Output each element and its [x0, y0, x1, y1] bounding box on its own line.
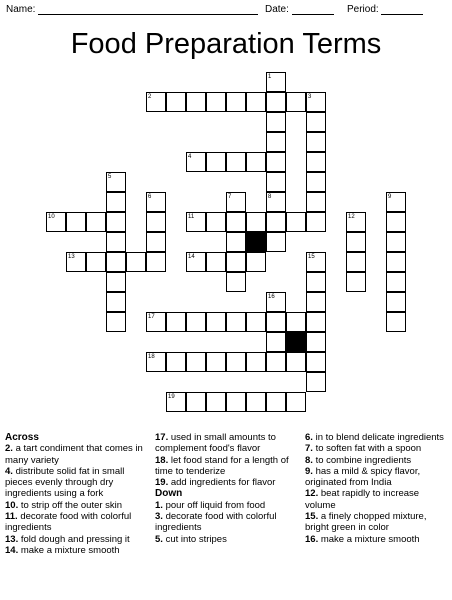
clue-number-label: 6.: [305, 432, 313, 443]
crossword-cell[interactable]: [306, 192, 326, 212]
clue-number-label: 10.: [5, 499, 19, 511]
crossword-cell[interactable]: [286, 92, 306, 112]
clue-number-label: 5.: [155, 533, 163, 545]
crossword-cell[interactable]: [106, 292, 126, 312]
crossword-cell[interactable]: [206, 312, 226, 332]
crossword-cell[interactable]: [306, 312, 326, 332]
crossword-cell[interactable]: [86, 212, 106, 232]
clue-text: a finely chopped mixture, bright green in color: [305, 511, 427, 534]
crossword-cell[interactable]: [266, 312, 286, 332]
clue-number-label: 1.: [155, 499, 163, 511]
crossword-cell[interactable]: [306, 372, 326, 392]
clue-number: 1: [268, 74, 272, 80]
clue-text: decorate food with colorful ingredients: [155, 511, 277, 534]
clue-item: [5, 545, 148, 556]
clues-column-3: [305, 432, 450, 545]
crossword-cell[interactable]: [226, 212, 246, 232]
clue-number: 14: [188, 254, 195, 260]
down-heading: Down: [155, 488, 183, 500]
crossword-cell[interactable]: [246, 92, 266, 112]
clue-item: [155, 534, 300, 545]
crossword-cell[interactable]: [106, 252, 126, 272]
clue-number: 18: [148, 354, 155, 360]
clue-text: cut into stripes: [162, 533, 227, 545]
clue-item: [305, 488, 450, 511]
clue-text: pour off liquid from food: [162, 499, 266, 511]
clue-number-label: 13.: [5, 533, 19, 545]
crossword-cell[interactable]: [106, 212, 126, 232]
clue-number: 4: [188, 154, 192, 160]
crossword-cell[interactable]: [146, 232, 166, 252]
clue-number-label: 18.: [155, 454, 169, 466]
crossword-cell[interactable]: [306, 332, 326, 352]
crossword-cell[interactable]: [186, 352, 206, 372]
clue-item: [5, 511, 148, 534]
clue-item: [305, 511, 450, 534]
clue-text: has a mild & spicy flavor, originated from India: [305, 465, 421, 489]
crossword-cell[interactable]: [246, 152, 266, 172]
clue-number: 19: [168, 394, 175, 400]
clue-item: [155, 455, 300, 478]
crossword-cell[interactable]: [386, 232, 406, 252]
crossword-cell[interactable]: [166, 312, 186, 332]
clue-item: [5, 534, 148, 545]
clue-number: 10: [48, 214, 55, 220]
crossword-cell[interactable]: [386, 292, 406, 312]
crossword-cell[interactable]: [226, 272, 246, 292]
clue-text: to soften fat with a spoon: [312, 443, 422, 455]
crossword-cell[interactable]: [346, 252, 366, 272]
clue-number: 6: [148, 194, 152, 200]
crossword-cell[interactable]: [386, 272, 406, 292]
clue-item: [305, 455, 450, 466]
crossword-cell[interactable]: [246, 312, 266, 332]
clue-number: 3: [308, 94, 312, 100]
clue-text: in to blend delicate ingredients: [312, 432, 444, 443]
clue-text: add ingredients for flavor: [168, 477, 276, 489]
clue-item: [305, 443, 450, 454]
clue-number-label: 15.: [305, 511, 319, 523]
clue-text: a tart condiment that comes in many variety: [5, 443, 143, 466]
across-heading: Across: [5, 432, 39, 443]
clue-text: fold dough and pressing it: [18, 533, 130, 545]
crossword-cell[interactable]: [186, 92, 206, 112]
crossword-cell[interactable]: [206, 392, 226, 412]
crossword-cell[interactable]: [106, 272, 126, 292]
crossword-cell[interactable]: [226, 312, 246, 332]
crossword-cell[interactable]: [266, 132, 286, 152]
crossword-cell[interactable]: [266, 212, 286, 232]
clue-item: [5, 466, 148, 500]
crossword-cell[interactable]: [306, 152, 326, 172]
clue-item: [155, 477, 300, 488]
crossword-cell[interactable]: [226, 92, 246, 112]
clue-number-label: 2.: [5, 443, 13, 455]
clue-number-label: 16.: [305, 533, 319, 545]
crossword-cell[interactable]: [66, 212, 86, 232]
clue-number: 12: [348, 214, 355, 220]
clue-item: [155, 432, 300, 455]
clue-text: make a mixture smooth: [18, 544, 120, 556]
crossword-cell[interactable]: [246, 392, 266, 412]
clue-item: [305, 466, 450, 489]
crossword-cell[interactable]: [166, 352, 186, 372]
crossword-cell[interactable]: [286, 392, 306, 412]
crossword-cell[interactable]: [186, 392, 206, 412]
clue-number: 16: [268, 294, 275, 300]
crossword-cell[interactable]: [266, 352, 286, 372]
clue-item: [305, 432, 450, 443]
clue-item: [305, 534, 450, 545]
crossword-cell[interactable]: [286, 312, 306, 332]
clue-number: 9: [388, 194, 392, 200]
crossword-cell[interactable]: [226, 352, 246, 372]
crossword-cell[interactable]: [346, 232, 366, 252]
crossword-cell[interactable]: [206, 152, 226, 172]
crossword-cell[interactable]: [266, 172, 286, 192]
clue-number-label: 14.: [5, 544, 19, 556]
clue-item: [155, 511, 300, 534]
clue-number-label: 19.: [155, 477, 169, 489]
clues-column-2: [155, 432, 300, 545]
crossword-cell[interactable]: [226, 392, 246, 412]
clue-number: 7: [228, 194, 232, 200]
crossword-cell[interactable]: [386, 312, 406, 332]
clue-item: [5, 500, 148, 511]
crossword-cell[interactable]: [266, 112, 286, 132]
crossword-cell[interactable]: [146, 212, 166, 232]
crossword-cell[interactable]: [226, 152, 246, 172]
crossword-cell[interactable]: [206, 352, 226, 372]
crossword-cell[interactable]: [266, 232, 286, 252]
date-label: Date:: [265, 4, 289, 15]
crossword-cell[interactable]: [346, 272, 366, 292]
clues-column-1: [5, 432, 148, 556]
crossword-cell[interactable]: [206, 92, 226, 112]
crossword-cell[interactable]: [306, 212, 326, 232]
crossword-cell[interactable]: [246, 352, 266, 372]
clue-number: 5: [108, 174, 112, 180]
crossword-cell[interactable]: [186, 312, 206, 332]
clue-number: 2: [148, 94, 152, 100]
clue-number: 8: [268, 194, 272, 200]
clue-text: to combine ingredients: [312, 454, 412, 466]
clue-number-label: 11.: [5, 511, 18, 523]
period-label: Period:: [347, 4, 379, 15]
clue-number: 13: [68, 254, 75, 260]
crossword-cell[interactable]: [106, 232, 126, 252]
clue-number: 17: [148, 314, 155, 320]
crossword-cell[interactable]: [166, 92, 186, 112]
crossword-cell[interactable]: [306, 112, 326, 132]
crossword-cell[interactable]: [226, 252, 246, 272]
clue-text: to strip off the outer skin: [18, 499, 123, 511]
clue-item: [5, 443, 148, 466]
name-label: Name:: [6, 4, 36, 15]
crossword-cell[interactable]: [206, 212, 226, 232]
clue-text: beat rapidly to increase volume: [305, 488, 420, 511]
crossword-cell[interactable]: [306, 172, 326, 192]
clue-number-label: 7.: [305, 443, 313, 455]
crossword-cell[interactable]: [266, 392, 286, 412]
clue-number-label: 12.: [305, 488, 319, 500]
crossword-cell[interactable]: [286, 352, 306, 372]
crossword-cell[interactable]: [266, 92, 286, 112]
clue-number-label: 3.: [155, 511, 163, 523]
crossword-cell[interactable]: [306, 272, 326, 292]
crossword-cell[interactable]: [246, 212, 266, 232]
crossword-cell[interactable]: [86, 252, 106, 272]
crossword-cell[interactable]: [386, 212, 406, 232]
clue-text: make a mixture smooth: [318, 533, 420, 545]
crossword-cell[interactable]: [306, 292, 326, 312]
crossword-cell[interactable]: [386, 252, 406, 272]
clue-number-label: 9.: [305, 465, 313, 477]
crossword-cell[interactable]: [206, 252, 226, 272]
clue-text: distribute solid fat in small pieces evenly through dry ingredients using a fork: [5, 465, 125, 500]
crossword-cell[interactable]: [226, 232, 246, 252]
clue-text: used in small amounts to complement food's flavor: [155, 432, 276, 455]
clue-number-label: 8.: [305, 454, 313, 466]
crossword-cell[interactable]: [106, 312, 126, 332]
clue-text: let food stand for a length of time to tenderize: [155, 454, 289, 477]
crossword-cell[interactable]: [266, 332, 286, 352]
page-title: Food Preparation Terms: [70, 28, 382, 60]
crossword-cell[interactable]: [106, 192, 126, 212]
crossword-cell[interactable]: [306, 352, 326, 372]
crossword-cell[interactable]: [266, 152, 286, 172]
black-square: [286, 332, 306, 352]
black-square: [246, 232, 266, 252]
clue-number: 11: [188, 214, 195, 220]
clue-number-label: 17.: [155, 432, 169, 443]
crossword-cell[interactable]: [146, 252, 166, 272]
crossword-cell[interactable]: [306, 132, 326, 152]
clue-number-label: 4.: [5, 465, 13, 477]
clue-number: 15: [308, 254, 315, 260]
crossword-cell[interactable]: [286, 212, 306, 232]
crossword-cell[interactable]: [126, 252, 146, 272]
clue-text: decorate food with colorful ingredients: [5, 511, 132, 534]
crossword-cell[interactable]: [246, 252, 266, 272]
clue-item: [155, 500, 300, 511]
